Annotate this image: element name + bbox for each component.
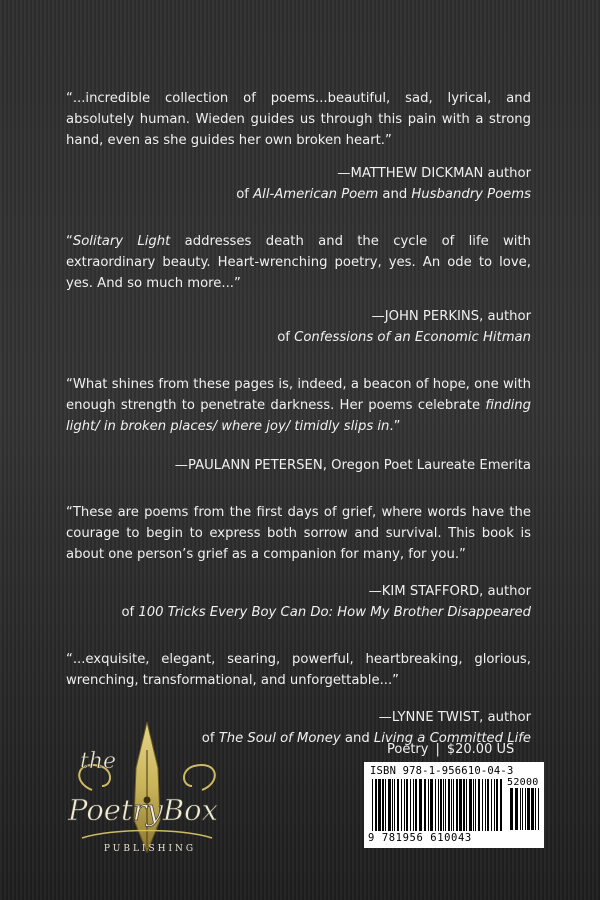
book-title: Solitary Light [72,234,171,249]
barcode-bar [494,779,495,831]
barcode-bar [397,779,399,831]
addon-barcode-bars [510,788,540,830]
barcode-bar [419,779,422,831]
blurb-attribution [66,306,531,348]
barcode-bar [375,779,377,831]
work-title: 100 Tricks Every Boy Can Do: How My Brother Disappeared [138,605,531,620]
attribution-name: —JOHN PERKINS, author [371,309,531,324]
barcode-bar [500,779,502,831]
attribution-and: and [378,187,412,202]
attribution-of: of [236,187,254,202]
barcode-bar [456,779,458,831]
attribution-and: and [340,731,374,746]
quote-open: “ [66,234,73,249]
blurb-perkins [66,231,531,348]
barcode-bar [482,779,483,831]
barcode-bar [385,779,386,831]
barcode-bar [443,779,444,831]
blurb-quote: “These are poems from the first days of grief, where words have the courage to begin to express both sorrow and survival. This book is about one person’s grief as a companion for many, for you.” [66,505,531,562]
genre-label: Poetry [387,742,429,757]
blurb-quote: “...incredible collection of poems...beautiful, sad, lyrical, and absolutely human. Wieden guides us through this pain with a strong hand, even as she guides her own broken heart.” [66,91,531,148]
attribution-works [66,602,531,623]
blurb-stafford [66,502,531,623]
attribution-works [66,184,531,205]
barcode-bar [440,779,442,831]
attribution-of: of [201,731,219,746]
barcode-bar [451,779,452,831]
quoted-lines: finding light/ in broken places/ where joy/ timidly slips in [66,398,531,434]
price-amount: $20.00 US [446,742,515,757]
barcode-bar [382,779,384,831]
attribution-name: —PAULANN PETERSEN, Oregon Poet Laureate Emerita [174,458,531,473]
blurb-petersen [66,374,531,476]
attribution-name: —KIM STAFFORD, author [368,584,531,599]
logo-publishing-label: PUBLISHING [103,844,197,854]
blurb-attribution [66,455,531,476]
barcode-bar [401,779,402,831]
barcode-bar [487,779,489,831]
barcode-bar [459,779,462,831]
blurb-dickman [66,88,531,205]
barcode-bar [404,779,405,831]
barcode-bar [510,788,513,830]
barcode-bar [415,779,417,831]
barcode-bar [372,779,373,831]
ean-digits: 9 781956 610043 [368,832,472,844]
barcode-bar [522,788,523,830]
blurb-attribution [66,581,531,623]
barcode-bar [496,779,498,831]
barcode-bar [394,779,395,831]
price-separator: | [435,742,440,757]
barcode-bar [392,779,393,831]
quote-close: .” [389,419,401,434]
barcode-bar [438,779,439,831]
barcode-bar [445,779,446,831]
work-title: The Soul of Money [218,731,341,746]
barcode-bar [453,779,454,831]
attribution-name: —MATTHEW DICKMAN author [337,166,531,181]
attribution-of: of [121,605,139,620]
blurb-quote [66,231,531,294]
work-title: Confessions of an Economic Hitman [294,330,531,345]
blurbs [66,88,531,775]
quote-text: addresses death and the cycle of life with extraordinary beauty. Heart-wrenching poetry, yes. An ode to love, yes. And so much more...” [66,234,531,291]
work-title: All-American Poem [253,187,379,202]
price-line [387,742,537,757]
barcode-bar [466,779,467,831]
barcode-bar [538,788,539,830]
barcode-bar [424,779,426,831]
barcode-bar [469,779,472,831]
barcode-bar [430,779,433,831]
quote-text: “What shines from these pages is, indeed, a beacon of hope, one with enough strength to penetrate darkness. Her poems celebrate [66,377,531,413]
attribution-of: of [277,330,295,345]
logo-word-poetrybox: PoetryBox [68,793,218,827]
barcode-bar [463,779,465,831]
barcode-bar [520,788,521,830]
barcode-bar [475,779,476,831]
barcode-bar [388,779,391,831]
blurb-attribution [66,163,531,205]
barcode-bar [535,788,536,830]
barcode-bar [531,788,534,830]
barcode-bar [478,779,480,831]
blurb-quote [66,374,531,437]
barcode-bar [491,779,492,831]
ean-barcode-bars [372,779,502,831]
barcode-bar [406,779,408,831]
barcode-bar [473,779,474,831]
isbn-barcode [364,762,544,848]
barcode-bar [435,779,436,831]
attribution-works [66,327,531,348]
barcode-bar [428,779,429,831]
logo-word-the: the [80,749,117,774]
isbn-text: ISBN 978-1-956610-04-3 [370,765,514,777]
addon-code-text: 52000 [507,777,539,788]
blurb-quote: “...exquisite, elegant, searing, powerful, heartbreaking, glorious, wrenching, transformational, and unforgettable...” [66,652,531,688]
barcode-bar [378,779,381,831]
barcode-bar [527,788,530,830]
attribution-name: —LYNNE TWIST, author [378,710,531,725]
work-title: Husbandry Poems [411,187,531,202]
barcode-bar [410,779,411,831]
barcode-bar [515,788,518,830]
barcode-bar [413,779,414,831]
barcode-bar [485,779,486,831]
work-title: Living a Committed Life [373,731,531,746]
barcode-bar [448,779,450,831]
barcode-bar [525,788,526,830]
